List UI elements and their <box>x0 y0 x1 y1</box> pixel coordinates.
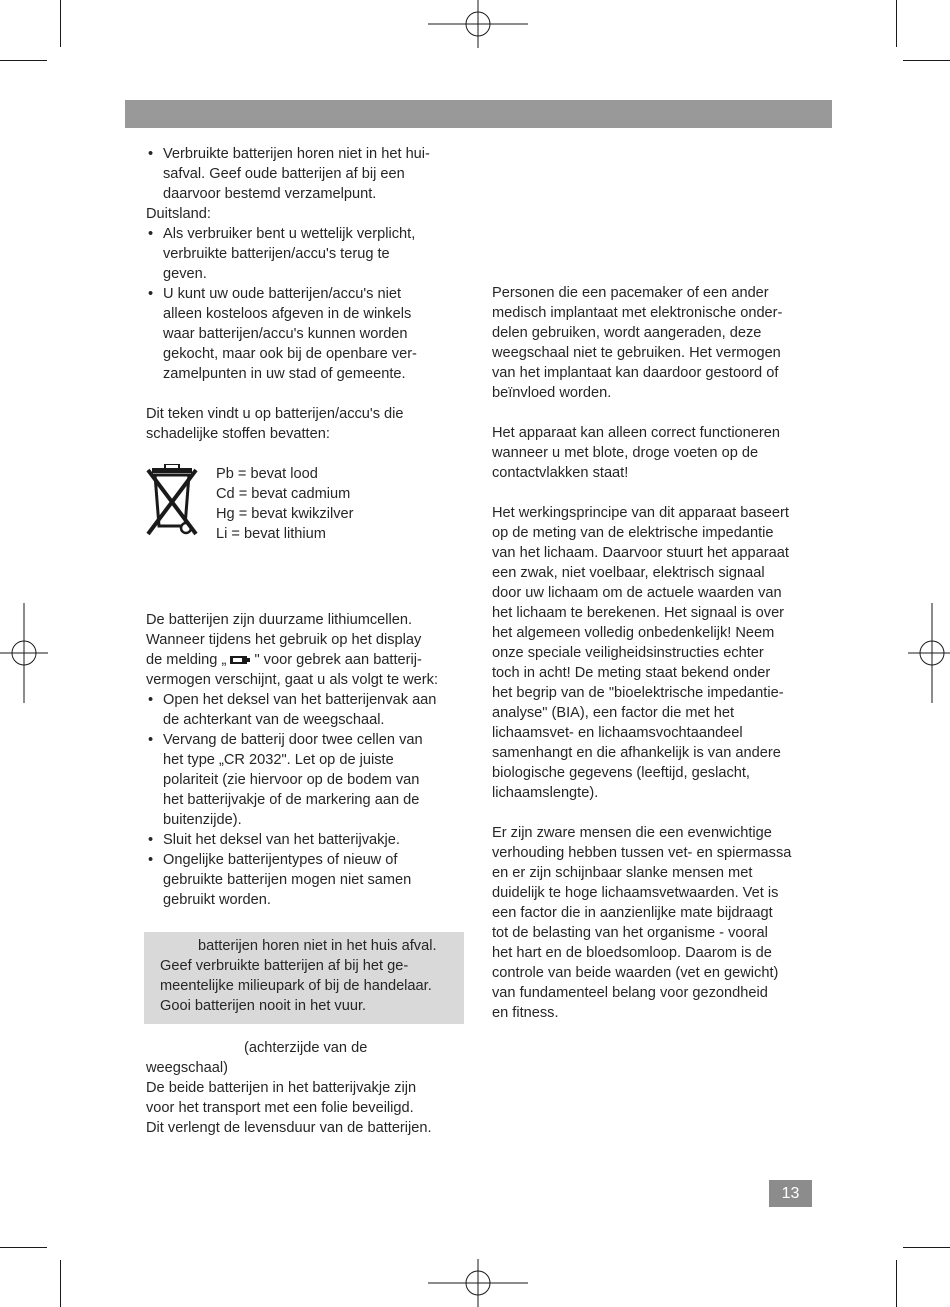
body-fat-paragraph: Er zijn zware mensen die een evenwichtige verhouding hebben tussen vet- en spiermassa en er zijn schijnbaar slanke mensen met duidelijk te hoge lichaamsvetwaarden. Vet is een factor die in aanzienlijke mate bijdraagt tot de belasting van het organisme - vooral het hart en de bloedsomloop. Daarom is de controle van beide waarden (vet en gewicht) van fundamenteel belang voor gezondheid en fitness. <box>492 825 792 1021</box>
battery-low-icon <box>230 655 250 665</box>
list-item: • Vervang de batterij door twee cellen van het type „CR 2032". Let op de juiste polariteit (zie hiervoor op de bodem van het batterijvakje of de markering aan de buitenzijde). <box>146 730 466 830</box>
crop-mark <box>60 0 61 47</box>
list-item: • U kunt uw oude batterijen/accu's niet alleen kosteloos afgeven in de winkels waar batterijen/accu's kunnen worden gekocht, maar ook bij de openbare ver- zamelpunten in uw stad of gemeente. <box>146 284 466 384</box>
lithium-text-end: " voor gebrek aan batterij- vermogen verschijnt, gaat u als volgt te werk: <box>146 652 439 688</box>
crop-mark <box>896 1260 897 1307</box>
right-column <box>492 283 822 1023</box>
list-item: • Ongelijke batterijentypes of nieuw of gebruikte batterijen mogen niet samen gebruikt worden. <box>146 850 466 910</box>
crop-mark <box>0 60 47 61</box>
list-item: • Verbruikte batterijen horen niet in het hui- safval. Geef oude batterijen af bij een daarvoor bestemd verzamelpunt. <box>146 144 466 204</box>
list-item: Li = bevat lithium <box>216 526 326 542</box>
barefoot-paragraph: Het apparaat kan alleen correct functioneren wanneer u met blote, droge voeten op de contactvlakken staat! <box>492 425 780 481</box>
pacemaker-paragraph: Personen die een pacemaker of een ander medisch implantaat met elektronische onder- delen gebruiken, wordt aangeraden, deze weegschaal niet te gebruiken. Het vermogen van het implantaat kan daardoor gestoord of beïnvloed worden. <box>492 285 783 401</box>
page-number: 13 <box>769 1180 812 1207</box>
crop-mark <box>60 1260 61 1307</box>
crop-mark <box>903 1247 950 1248</box>
section-header-bar <box>125 100 832 128</box>
left-column <box>146 144 466 1138</box>
bia-paragraph: Het werkingsprincipe van dit apparaat baseert op de meting van de elektrische impedantie van het lichaam. Daarvoor stuurt het apparaat een zwak, niet voelbaar, elektrisch signaal door uw lichaam om de actuele waarden van het lichaam te berekenen. Het signaal is over het algemeen volledig onbedenkelijk! Neem onze speciale veiligheidsinstructies echter toch in acht! De meting staat bekend onder het begrip van de "bioelektrische impedantie- analyse" (BIA), een factor die met het lichaamsvet- en lichaamsvochtaandeel samenhangt en die afhankelijk is van andere biologische gegevens (leeftijd, geslacht, lichaamslengte). <box>492 505 789 801</box>
lithium-text-start: De batterijen zijn duurzame lithiumcellen. Wanneer tijdens het gebruik op het display de melding „ <box>146 612 422 668</box>
sign-description: Dit teken vindt u op batterijen/accu's die schadelijke stoffen bevatten: <box>146 406 404 442</box>
list-item: Cd = bevat cadmium <box>216 486 351 502</box>
list-item: Pb = bevat lood <box>216 466 318 482</box>
registration-mark-left <box>0 603 48 703</box>
crossed-out-wheelie-bin-icon <box>146 464 198 544</box>
back-side-text: weegschaal) De beide batterijen in het batterijvakje zijn voor het transport met een folie beveiligd. Dit verlengt de levensduur van de batterijen. <box>146 1060 432 1136</box>
list-item: • Open het deksel van het batterijenvak aan de achterkant van de weegschaal. <box>146 690 466 730</box>
registration-mark-top <box>428 0 528 48</box>
lithium-paragraph <box>146 610 466 690</box>
crop-mark <box>0 1247 47 1248</box>
notice-first-line: batterijen horen niet in het huis afval. <box>198 938 437 954</box>
notice-text: Geef verbruikte batterijen af bij het ge- meentelijke milieupark of bij de handelaar. Gooi batterijen nooit in het vuur. <box>160 958 432 1014</box>
list-item: • Sluit het deksel van het batterijvakje. <box>146 830 466 850</box>
list-item: • Als verbruiker bent u wettelijk verplicht, verbruikte batterijen/accu's terug te geven. <box>146 224 466 284</box>
back-side-first-line: (achterzijde van de <box>244 1040 368 1056</box>
battery-disposal-notice <box>144 932 464 1024</box>
registration-mark-bottom <box>428 1259 528 1307</box>
chemical-symbol-list <box>216 464 353 544</box>
list-item: Hg = bevat kwikzilver <box>216 506 354 522</box>
crop-mark <box>903 60 950 61</box>
crop-mark <box>896 0 897 47</box>
waste-symbol-block <box>146 464 466 544</box>
registration-mark-right <box>908 603 950 703</box>
germany-label: Duitsland: <box>146 206 211 222</box>
